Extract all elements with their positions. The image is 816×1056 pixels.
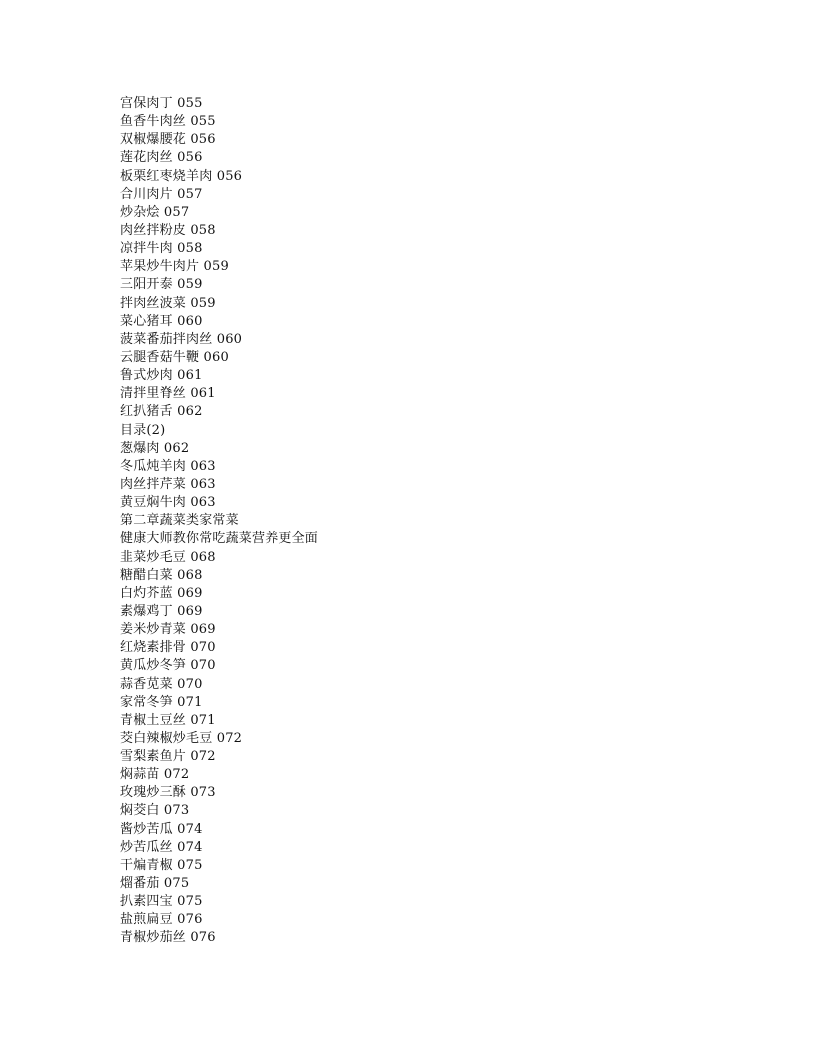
table-of-contents	[120, 95, 318, 948]
toc-line: 焖茭白 073	[120, 803, 190, 819]
toc-line: 炒苦瓜丝 074	[120, 839, 203, 855]
toc-line: 肉丝拌粉皮 058	[120, 222, 216, 238]
toc-chapter-subtitle: 健康大师教你常吃蔬菜营养更全面	[120, 531, 319, 547]
toc-line: 干煸青椒 075	[120, 857, 203, 873]
toc-line: 糖醋白菜 068	[120, 567, 203, 583]
toc-line: 三阳开泰 059	[120, 277, 203, 293]
toc-line: 茭白辣椒炒毛豆 072	[120, 730, 243, 746]
toc-line: 红烧素排骨 070	[120, 640, 216, 656]
toc-line: 冬瓜炖羊肉 063	[120, 458, 216, 474]
toc-line: 凉拌牛肉 058	[120, 241, 203, 257]
toc-line: 菜心猪耳 060	[120, 313, 203, 329]
toc-line: 蒜香苋菜 070	[120, 676, 203, 692]
toc-line: 韭菜炒毛豆 068	[120, 549, 216, 565]
toc-section-heading: 目录(2)	[120, 422, 166, 438]
toc-line: 肉丝拌芹菜 063	[120, 476, 216, 492]
toc-line: 双椒爆腰花 056	[120, 132, 216, 148]
toc-line: 黄瓜炒冬笋 070	[120, 658, 216, 674]
toc-line: 扒素四宝 075	[120, 894, 203, 910]
toc-line: 姜米炒青菜 069	[120, 622, 216, 638]
toc-line: 焖蒜苗 072	[120, 767, 190, 783]
toc-line: 宫保肉丁 055	[120, 96, 203, 111]
toc-line: 拌肉丝波菜 059	[120, 295, 216, 311]
toc-line: 青椒土豆丝 071	[120, 712, 216, 728]
toc-line: 板栗红枣烧羊肉 056	[120, 168, 243, 184]
toc-line: 清拌里脊丝 061	[120, 386, 216, 402]
toc-line: 家常冬笋 071	[120, 694, 203, 710]
toc-line: 白灼芥蓝 069	[120, 585, 203, 601]
toc-line: 炒杂烩 057	[120, 204, 190, 220]
toc-line: 红扒猪舌 062	[120, 404, 203, 420]
toc-line: 鱼香牛肉丝 055	[120, 114, 216, 130]
toc-line: 莲花肉丝 056	[120, 150, 203, 166]
toc-line: 盐煎扁豆 076	[120, 912, 203, 928]
toc-line: 菠菜番茄拌肉丝 060	[120, 331, 243, 347]
toc-line: 鲁式炒肉 061	[120, 368, 203, 384]
toc-line: 酱炒苦瓜 074	[120, 821, 203, 837]
toc-line: 云腿香菇牛鞭 060	[120, 349, 229, 365]
toc-chapter-heading: 第二章蔬菜类家常菜	[120, 513, 239, 529]
toc-line: 雪梨素鱼片 072	[120, 749, 216, 765]
toc-line: 青椒炒茄丝 076	[120, 930, 216, 946]
toc-line: 黄豆焖牛肉 063	[120, 495, 216, 511]
toc-line: 玫瑰炒三酥 073	[120, 785, 216, 801]
toc-line: 苹果炒牛肉片 059	[120, 259, 229, 275]
toc-line: 熘番茄 075	[120, 876, 190, 892]
toc-line: 合川肉片 057	[120, 186, 203, 202]
toc-line: 葱爆肉 062	[120, 440, 190, 456]
toc-line: 素爆鸡丁 069	[120, 603, 203, 619]
